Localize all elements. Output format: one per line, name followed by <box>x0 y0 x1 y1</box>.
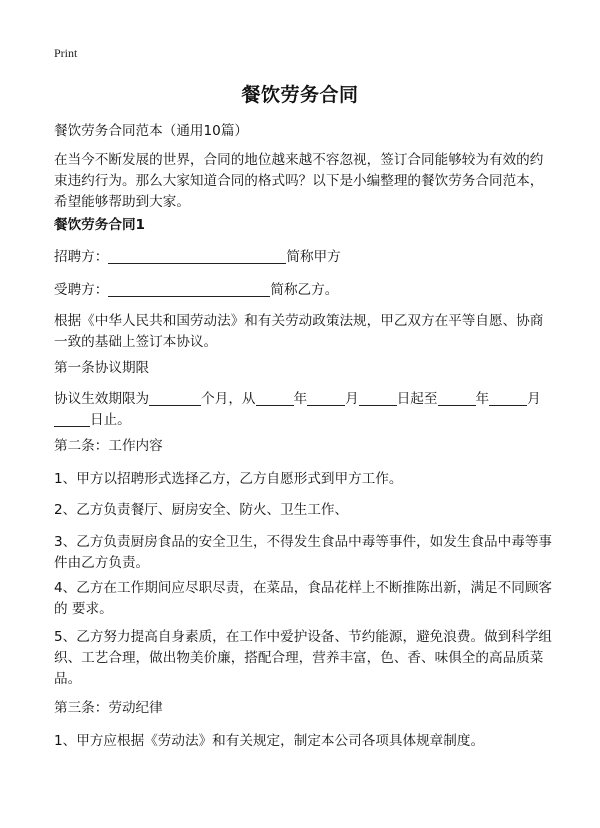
document-title: 餐饮劳务合同 <box>241 84 359 106</box>
print-link[interactable]: Print <box>54 46 78 60</box>
party-b-label: 受聘方： <box>54 282 109 298</box>
term-text-8: 日止。 <box>90 412 131 428</box>
months-blank <box>149 389 201 406</box>
party-a-line <box>54 247 554 268</box>
section-heading: 餐饮劳务合同1 <box>54 217 146 233</box>
term-text-6: 年 <box>475 391 490 407</box>
term-text-3: 年 <box>293 391 308 407</box>
article2-heading: 第二条：工作内容 <box>54 438 163 454</box>
subtitle: 餐饮劳务合同范本（通用10篇） <box>54 123 249 139</box>
party-b-blank <box>108 280 270 297</box>
article3-item-1: 1、甲方应根据《劳动法》和有关规定，制定本公司各项具体规章制度。 <box>54 733 485 749</box>
start-day-blank <box>359 389 397 406</box>
article2-item-3: 3、乙方负责厨房食品的安全卫生，不得发生食品中毒等事件，如发生食品中毒等事件由乙方负责。 <box>54 534 553 571</box>
article2-item-2: 2、乙方负责餐厅、厨房安全、防火、卫生工作、 <box>54 502 349 518</box>
basis-paragraph: 根据《中华人民共和国劳动法》和有关劳动政策法规，甲乙双方在平等自愿、协商一致的基础上签订本协议。 <box>54 313 544 350</box>
article2-item-1: 1、甲方以招聘形式选择乙方，乙方自愿形式到甲方工作。 <box>54 471 403 487</box>
start-month-blank <box>307 389 345 406</box>
party-b-suffix: 简称乙方。 <box>270 282 339 298</box>
party-a-label: 招聘方： <box>54 249 109 265</box>
article2-item-5: 5、乙方努力提高自身素质，在工作中爱护设备、节约能源，避免浪费。做到科学组织、工艺合理，做出物美价廉，搭配合理，营养丰富，色、香、味俱全的高品质菜品。 <box>54 629 553 687</box>
term-text-1: 协议生效期限为 <box>54 391 150 407</box>
party-a-blank <box>108 247 286 264</box>
end-month-blank <box>489 389 527 406</box>
party-a-suffix: 简称甲方 <box>286 249 341 265</box>
start-year-blank <box>256 389 294 406</box>
term-text-5: 日起至 <box>396 391 438 407</box>
term-text-4: 月 <box>345 391 359 407</box>
article2-item-4: 4、乙方在工作期间应尽职尽责，在菜品，食品花样上不断推陈出新，满足不同顾客的 要求。 <box>54 580 553 617</box>
end-year-blank <box>438 389 476 406</box>
intro-paragraph: 在当今不断发展的世界，合同的地位越来越不容忽视，签订合同能够较为有效的约束违约行为。那么大家知道合同的格式吗？以下是小编整理的餐饮劳务合同范本，希望能够帮助到大家。 <box>54 152 544 210</box>
party-b-line <box>54 280 554 301</box>
article1-heading: 第一条协议期限 <box>54 360 150 376</box>
term-text-2: 个月，从 <box>201 391 256 407</box>
end-day-blank <box>54 410 90 427</box>
article3-heading: 第三条：劳动纪律 <box>54 700 163 716</box>
article1-term-line <box>54 389 554 431</box>
term-text-7: 月 <box>527 391 541 407</box>
